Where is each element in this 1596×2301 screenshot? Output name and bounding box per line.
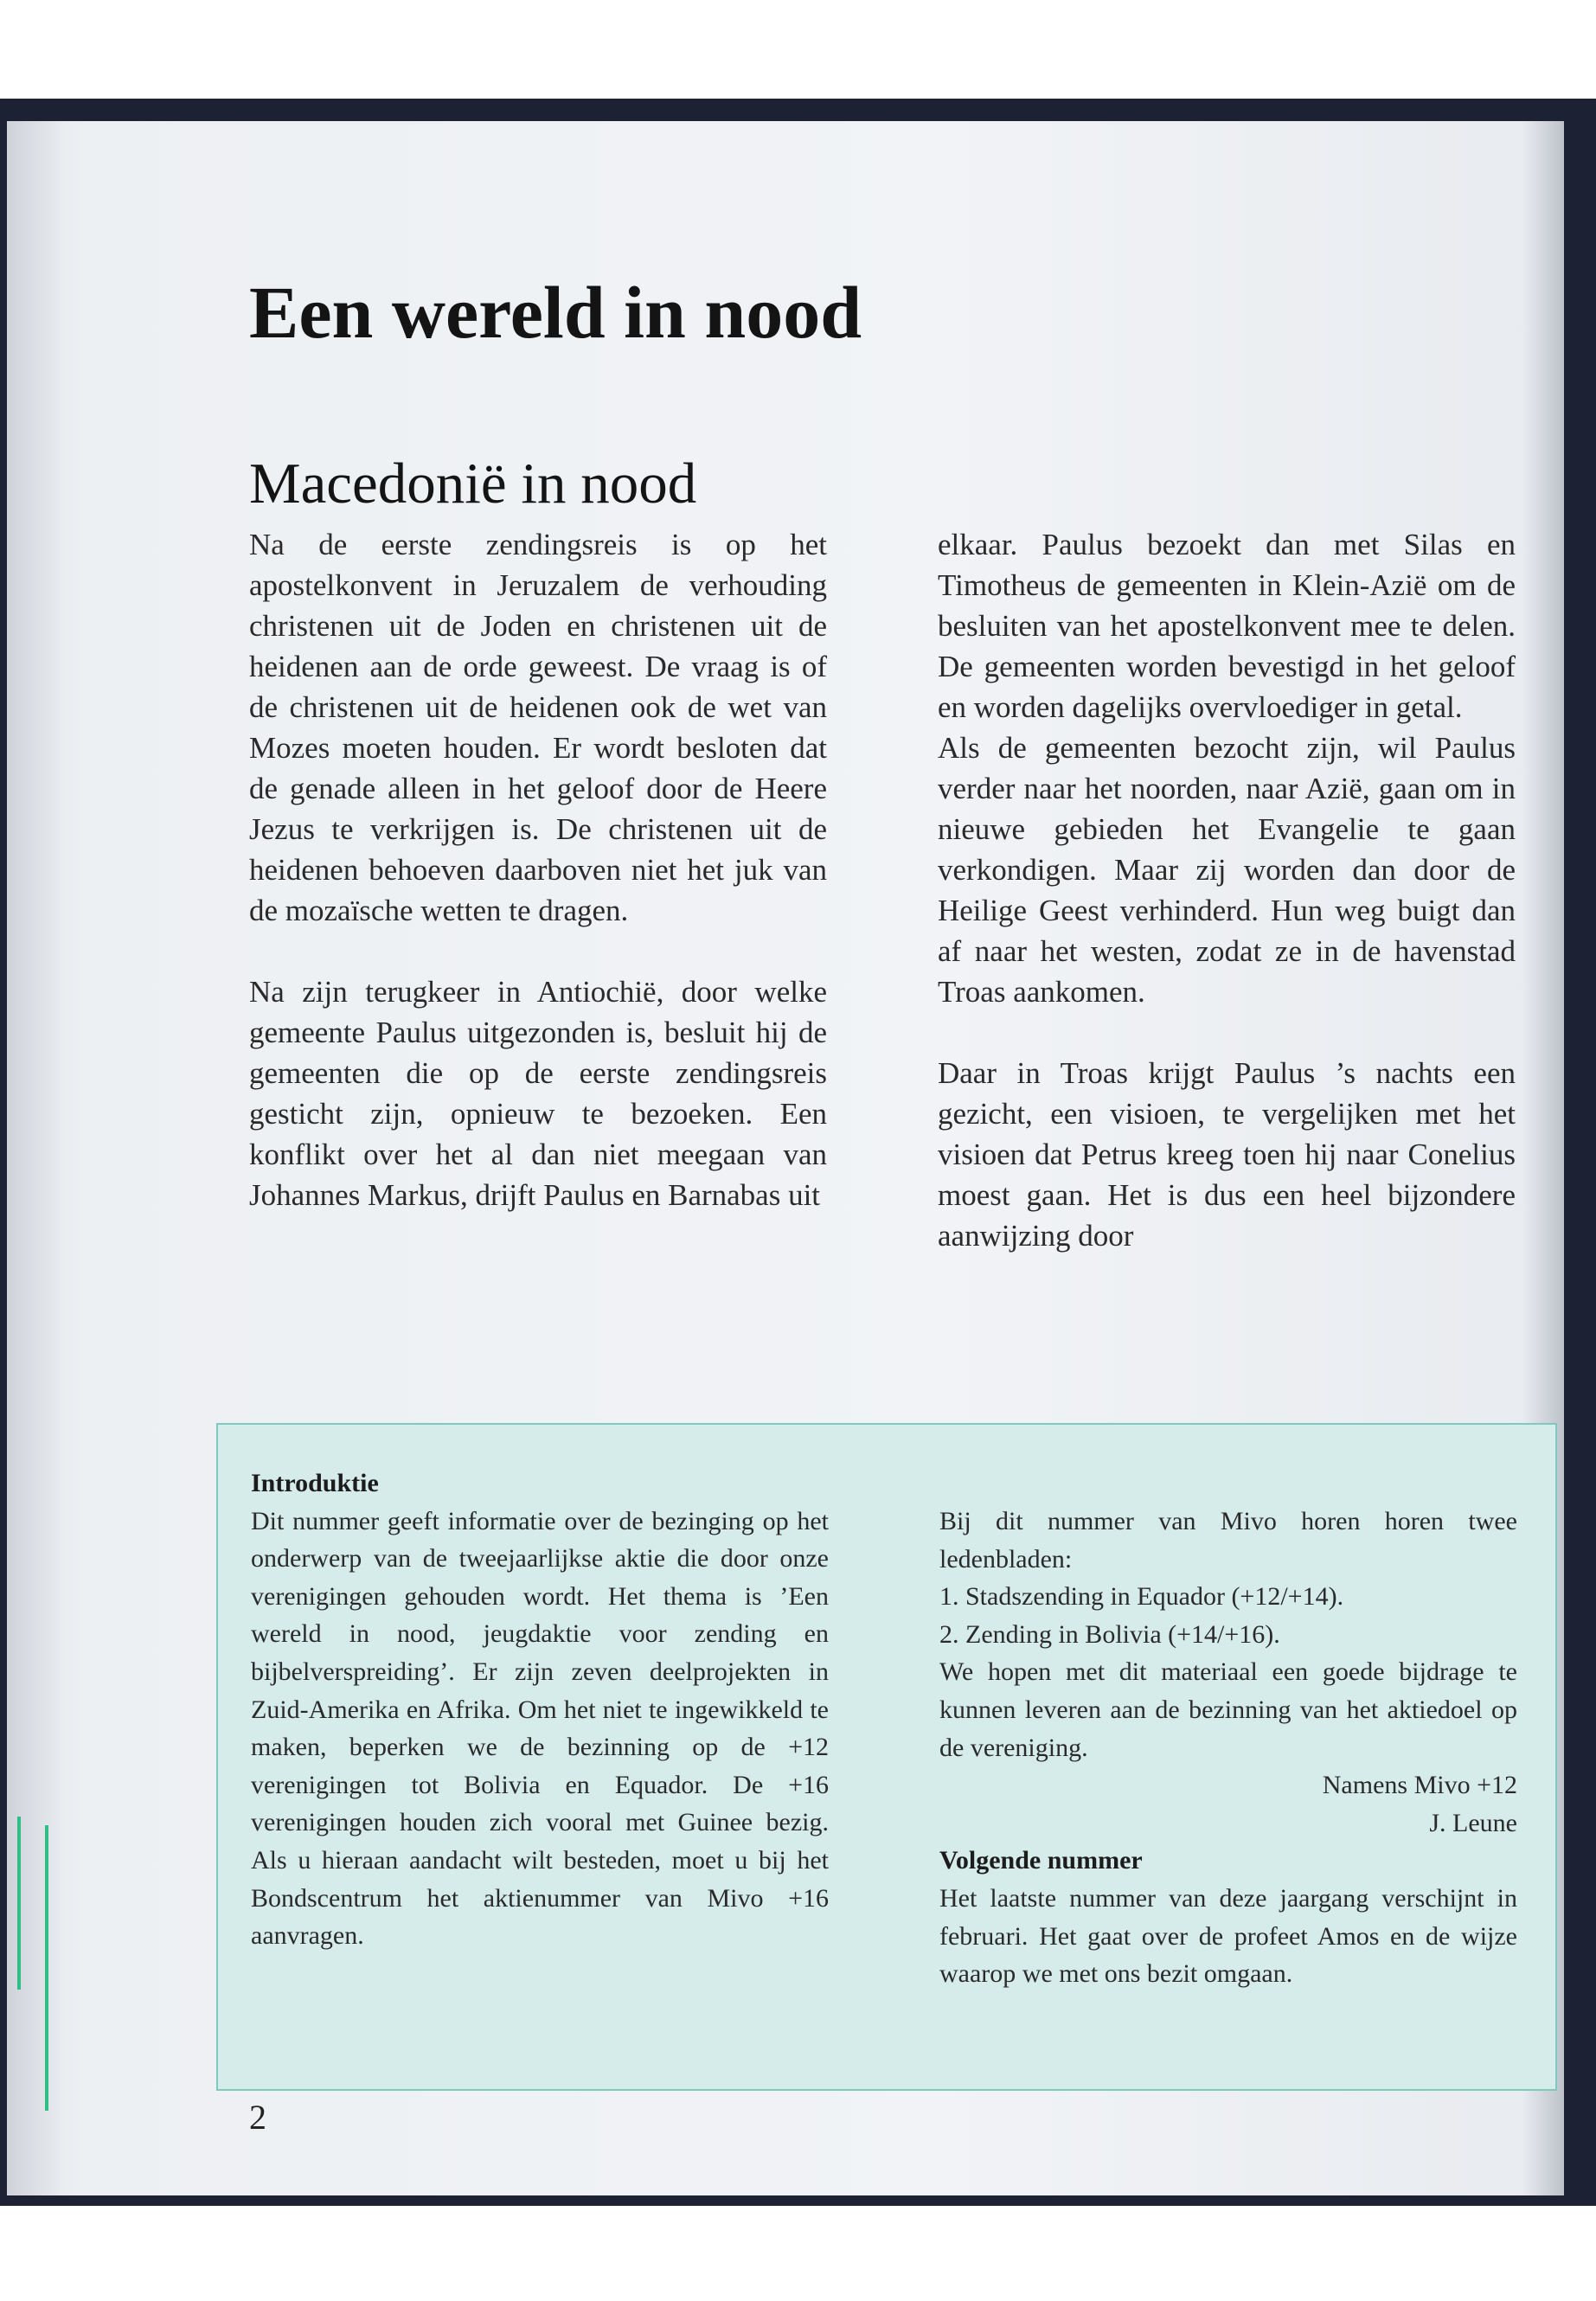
edge-mark xyxy=(45,1825,48,2111)
next-issue-text: Het laatste nummer van deze jaargang verschijnt in februari. Het gaat over de profeet Amos en de wijze waarop we met ons bezit omgaan. xyxy=(939,1883,1517,1989)
ledenblad-item: 1. Stadszending in Equador (+12/+14). xyxy=(939,1582,1344,1612)
article-subtitle: Macedonië in nood xyxy=(249,452,697,516)
paragraph: Als de gemeenten bezocht zijn, wil Paulus verder naar het noorden, naar Azië, gaan om in nieuwe gebieden het Evangelie te gaan verkondigen. Maar zij worden dan door de Heilige Geest verhinderd. Hun weg buigt dan af naar het westen, zodat ze in de havenstad Troas aankomen. xyxy=(938,731,1516,1009)
article-column-right xyxy=(938,524,1516,1256)
intro-heading: Introduktie xyxy=(251,1469,379,1497)
page-title: Een wereld in nood xyxy=(249,271,862,354)
paragraph: elkaar. Paulus bezoekt dan met Silas en Timotheus de gemeenten in Klein-Azië om de besluiten van het apostelkonvent mee te delen. De gemeenten worden bevestigd in het geloof en worden dagelijks overvloediger in getal. xyxy=(938,528,1516,724)
info-box xyxy=(216,1423,1557,2091)
signature-org: Namens Mivo +12 xyxy=(1322,1771,1517,1800)
closing-text: We hopen met dit materiaal een goede bijdrage te kunnen leveren aan de bezinning van het aktiedoel op de vereniging. xyxy=(939,1657,1517,1762)
paragraph: Daar in Troas krijgt Paulus ’s nachts een gezicht, een visioen, te vergelijken met het visioen dat Petrus kreeg toen hij naar Conelius moest gaan. Het is dus een heel bijzondere aanwijzing door xyxy=(938,1056,1516,1253)
members-intro: Bij dit nummer van Mivo horen horen twee ledenbladen: xyxy=(939,1507,1517,1574)
signature-name: J. Leune xyxy=(1429,1808,1517,1837)
next-issue-heading: Volgende nummer xyxy=(939,1846,1143,1875)
ledenblad-item: 2. Zending in Bolivia (+14/+16). xyxy=(939,1619,1280,1649)
article-column-left xyxy=(249,524,827,1215)
intro-column xyxy=(251,1465,829,1955)
info-right-column xyxy=(939,1503,1517,1993)
paragraph: Na zijn terugkeer in Antiochië, door welke gemeente Paulus uitgezonden is, besluit hij de gemeenten die op de eerste zendingsreis gesticht zijn, opnieuw te bezoeken. Een konflikt over het al dan niet meegaan van Johannes Markus, drijft Paulus en Barnabas uit xyxy=(249,975,827,1212)
page-stack-edge xyxy=(7,121,61,2195)
paragraph: Na de eerste zendingsreis is op het apostelkonvent in Jeruzalem de verhouding christenen uit de Joden en christenen uit de heidenen aan de orde geweest. De vraag is of de christenen uit de heidenen ook de wet van Mozes moeten houden. Er wordt besloten dat de genade alleen in het geloof door de Heere Jezus te verkrijgen is. De christenen uit de heidenen behoeven daarboven niet het juk van de mozaïsche wetten te dragen. xyxy=(249,528,827,927)
edge-mark xyxy=(17,1817,21,1990)
page-number: 2 xyxy=(249,2098,266,2137)
intro-text: Dit nummer geeft informatie over de bezinging op het onderwerp van de tweejaarlijkse aktie die door onze verenigingen gehouden wordt. Het thema is ’Een wereld in nood, jeugdaktie voor zending en bijbelverspreiding’. Er zijn zeven deelprojekten in Zuid-Amerika en Afrika. Om het niet te ingewikkeld te maken, beperken we de bezinning op de +12 verenigingen tot Bolivia en Equador. De +16 verenigingen houden zich vooral met Guinee bezig. Als u hieraan aandacht wilt besteden, moet u bij het Bondscentrum het aktienummer van Mivo +16 aanvragen. xyxy=(251,1506,829,1951)
